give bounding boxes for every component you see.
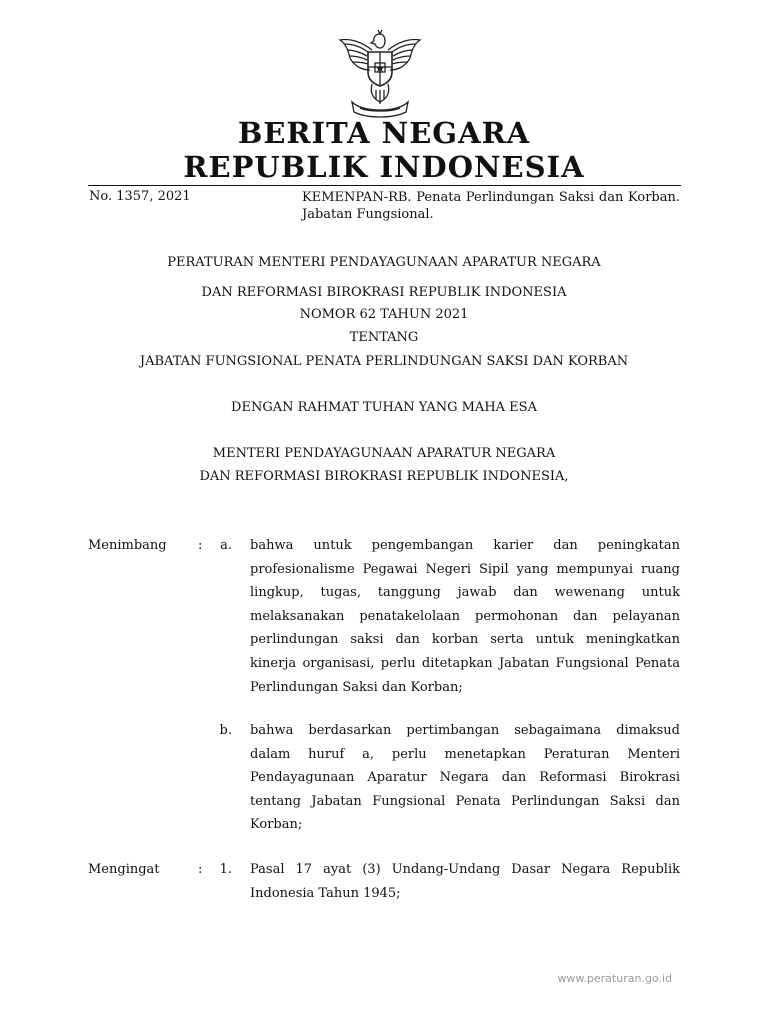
menimbang-item-a: bahwa untuk pengembangan karier dan peningkatan profesionalisme Pegawai Negeri Sipil yang mempunyai ruang lingkup, tugas, tanggung jawab dan wewenang untuk melaksanakan penatakelolaan permohonan dan pelayanan perlindungan saksi dan korban serta untuk meningkatkan kinerja organisasi, perlu ditetapkan Jabatan Fungsional Penata Perlindungan Saksi dan Korban; <box>250 538 680 695</box>
gazette-subtitle: REPUBLIK INDONESIA <box>183 150 585 184</box>
mengingat-label: Mengingat <box>88 862 160 877</box>
regulation-tentang: TENTANG <box>349 330 419 345</box>
menimbang-colon: : <box>198 538 203 553</box>
minister-line2: DAN REFORMASI BIROKRASI REPUBLIK INDONESIA, <box>199 469 569 484</box>
regulation-number: NOMOR 62 TAHUN 2021 <box>299 307 469 322</box>
footer-url[interactable]: www.peraturan.go.id <box>557 972 672 985</box>
gazette-subject: KEMENPAN-RB. Penata Perlindungan Saksi dan Korban. Jabatan Fungsional. <box>302 190 680 222</box>
gazette-number: No. 1357, 2021 <box>89 189 191 204</box>
blessing-line: DENGAN RAHMAT TUHAN YANG MAHA ESA <box>231 400 537 415</box>
regulation-subject: JABATAN FUNGSIONAL PENATA PERLINDUNGAN SAKSI DAN KORBAN <box>139 354 629 369</box>
menimbang-marker-a: a. <box>220 538 232 553</box>
garuda-emblem-icon <box>334 28 426 120</box>
regulation-title-line2: DAN REFORMASI BIROKRASI REPUBLIK INDONESIA <box>201 285 567 300</box>
mengingat-colon: : <box>198 862 203 877</box>
minister-line1: MENTERI PENDAYAGUNAAN APARATUR NEGARA <box>212 446 556 461</box>
regulation-title-line1: PERATURAN MENTERI PENDAYAGUNAAN APARATUR NEGARA <box>167 255 601 270</box>
mengingat-marker-1: 1. <box>219 862 232 877</box>
header-divider <box>88 185 681 186</box>
mengingat-item-1: Pasal 17 ayat (3) Undang-Undang Dasar Negara Republik Indonesia Tahun 1945; <box>250 862 680 901</box>
menimbang-marker-b: b. <box>219 723 232 738</box>
menimbang-item-b: bahwa berdasarkan pertimbangan sebagaimana dimaksud dalam huruf a, perlu menetapkan Peraturan Menteri Pendayagunaan Aparatur Negara dan Reformasi Birokrasi tentang Jabatan Fungsional Penata Perlindungan Saksi dan Korban; <box>250 723 680 833</box>
gazette-title: BERITA NEGARA <box>237 116 531 150</box>
menimbang-label: Menimbang <box>88 538 167 553</box>
